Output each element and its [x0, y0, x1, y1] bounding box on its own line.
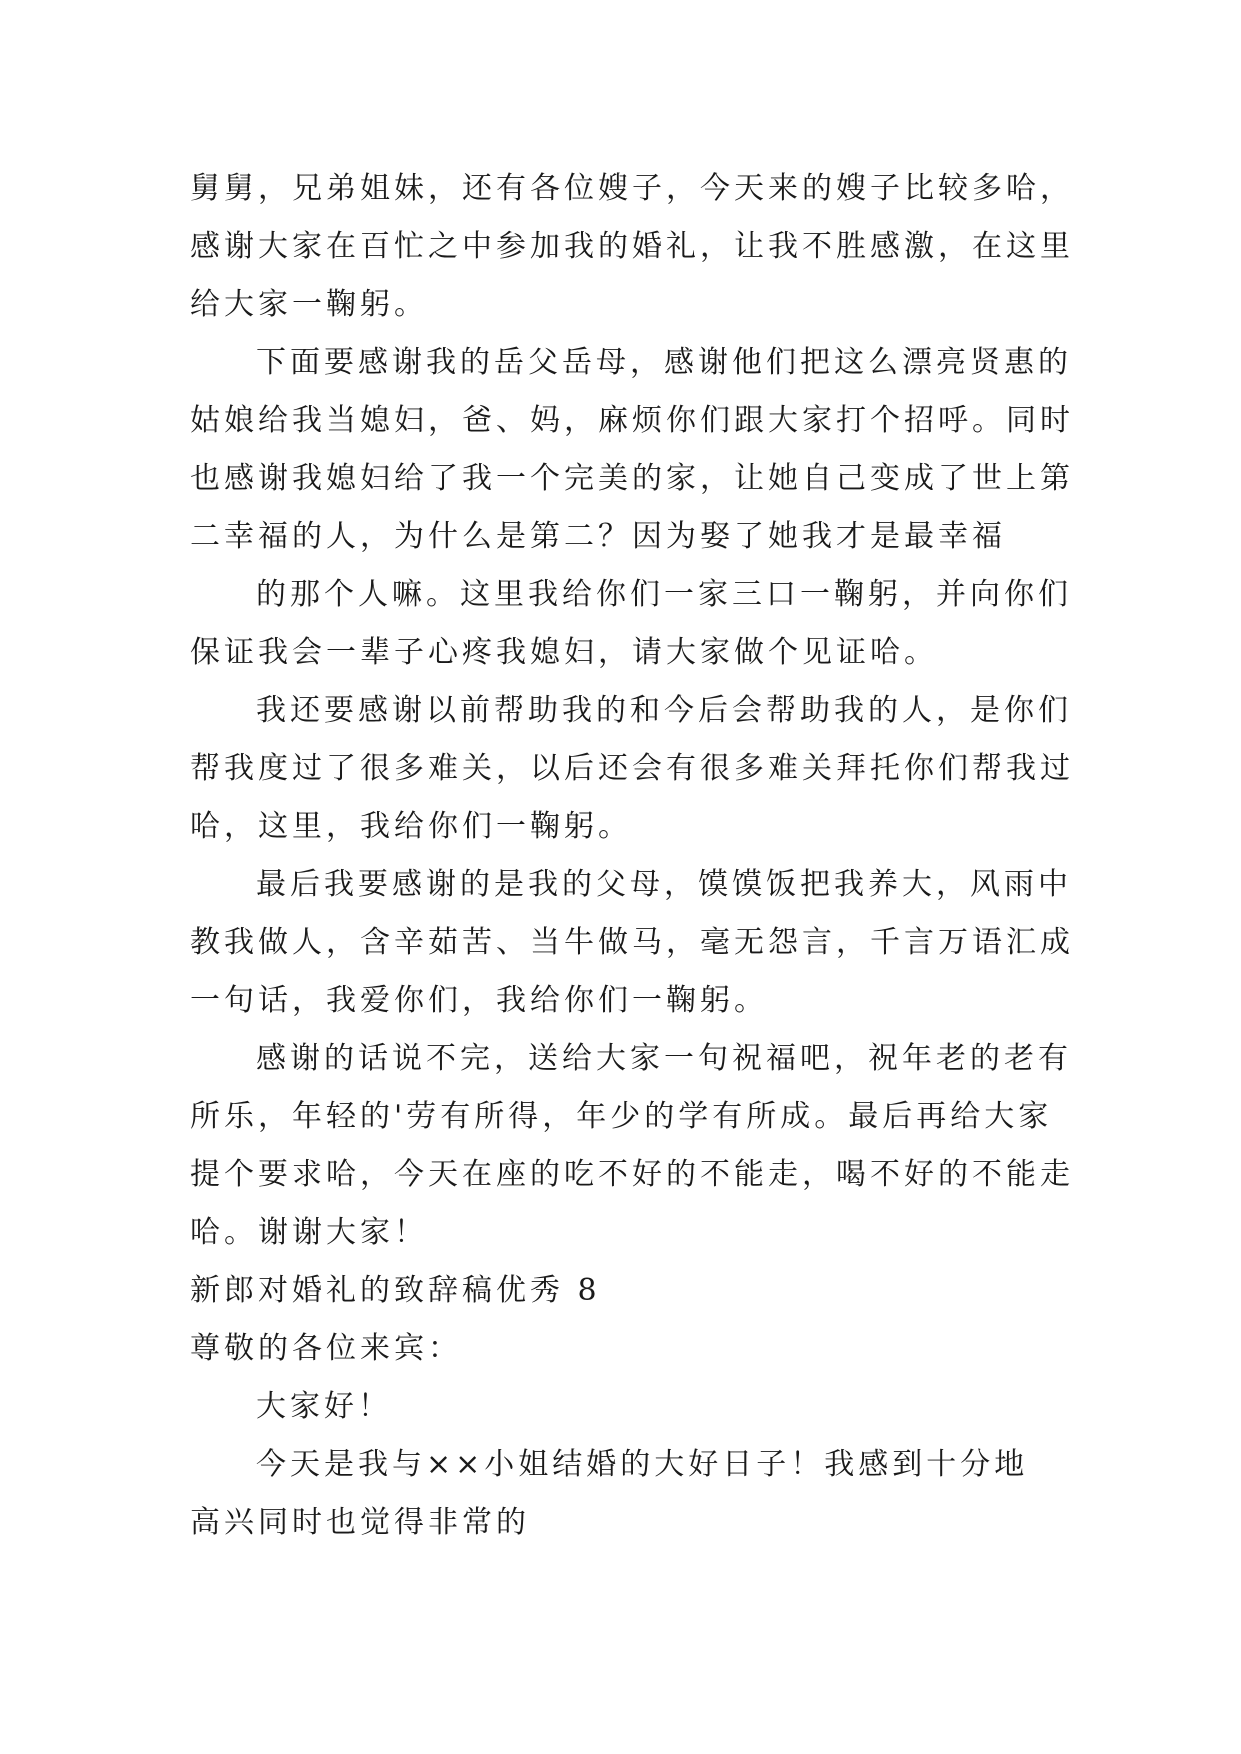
- text-line: 尊敬的各位来宾：: [190, 1331, 462, 1366]
- text-line: 哈。谢谢大家！: [190, 1215, 428, 1250]
- text-line: 大家好！: [256, 1389, 392, 1424]
- text-line: 也感谢我媳妇给了我一个完美的家，让她自己变成了世上第: [190, 461, 1074, 496]
- text-line: 一句话，我爱你们，我给你们一鞠躬。: [190, 983, 768, 1018]
- text-line: 舅舅，兄弟姐妹，还有各位嫂子，今天来的嫂子比较多哈，: [190, 171, 1074, 206]
- text-line: 的那个人嘛。这里我给你们一家三口一鞠躬，并向你们: [256, 577, 1072, 612]
- text-line: 下面要感谢我的岳父岳母，感谢他们把这么漂亮贤惠的: [256, 345, 1072, 380]
- text-line: 哈，这里，我给你们一鞠躬。: [190, 809, 632, 844]
- text-line: 给大家一鞠躬。: [190, 287, 428, 322]
- document-body: [190, 160, 1074, 1552]
- text-line: 保证我会一辈子心疼我媳妇，请大家做个见证哈。: [190, 635, 938, 670]
- text-line: 帮我度过了很多难关，以后还会有很多难关拜托你们帮我过: [190, 751, 1074, 786]
- text-line: 高兴同时也觉得非常的: [190, 1505, 530, 1540]
- text-line: 新郎对婚礼的致辞稿优秀 8: [190, 1273, 601, 1308]
- text-line: 今天是我与××小姐结婚的大好日子！我感到十分地: [256, 1447, 1029, 1482]
- text-line: 姑娘给我当媳妇，爸、妈，麻烦你们跟大家打个招呼。同时: [190, 403, 1074, 438]
- text-line: 所乐，年轻的'劳有所得，年少的学有所成。最后再给大家: [190, 1099, 1053, 1134]
- text-line: 感谢大家在百忙之中参加我的婚礼，让我不胜感激，在这里: [190, 229, 1074, 264]
- text-line: 我还要感谢以前帮助我的和今后会帮助我的人，是你们: [256, 693, 1072, 728]
- text-line: 教我做人，含辛茹苦、当牛做马，毫无怨言，千言万语汇成: [190, 925, 1074, 960]
- text-line: 最后我要感谢的是我的父母，馍馍饭把我养大，风雨中: [256, 867, 1072, 902]
- text-line: 提个要求哈，今天在座的吃不好的不能走，喝不好的不能走: [190, 1157, 1074, 1192]
- text-line: 感谢的话说不完，送给大家一句祝福吧，祝年老的老有: [256, 1041, 1072, 1076]
- text-line: 二幸福的人，为什么是第二？因为娶了她我才是最幸福: [190, 519, 1006, 554]
